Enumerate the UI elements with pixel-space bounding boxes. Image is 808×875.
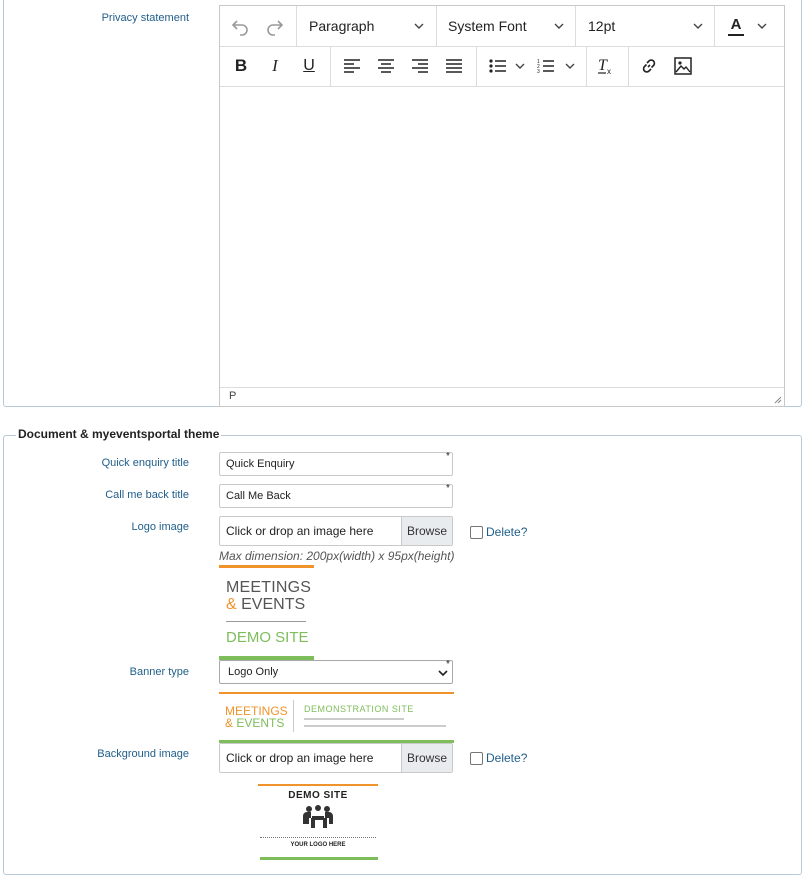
background-image-file-input[interactable]: [219, 743, 453, 773]
svg-text:T: T: [598, 57, 607, 74]
background-delete-checkbox[interactable]: [470, 752, 483, 765]
background-browse-button[interactable]: Browse: [401, 744, 452, 772]
chevron-down-icon: [413, 20, 425, 32]
banner-title: DEMONSTRATION SITE: [304, 704, 414, 714]
preview-orange-bar: [219, 565, 314, 568]
svg-text:x: x: [607, 67, 611, 75]
toolbar-separator: [330, 46, 331, 86]
editor-content-area[interactable]: [220, 87, 784, 388]
banner-text-meetings: MEETINGS: [225, 704, 288, 718]
toolbar-separator: [628, 46, 629, 86]
required-marker: *: [446, 483, 450, 494]
required-marker: *: [446, 451, 450, 462]
font-size-dropdown[interactable]: [576, 6, 714, 46]
italic-icon[interactable]: I: [272, 56, 278, 75]
editor-statusbar: [220, 387, 784, 406]
link-icon[interactable]: [633, 46, 665, 86]
chevron-down-icon[interactable]: [562, 46, 578, 86]
banner-type-select[interactable]: [219, 660, 453, 684]
logo-browse-button[interactable]: Browse: [401, 517, 452, 545]
privacy-statement-label: Privacy statement: [101, 12, 189, 24]
chevron-down-icon: [692, 20, 704, 32]
background-delete-label[interactable]: Delete?: [486, 751, 528, 765]
text-color-button[interactable]: [718, 6, 754, 46]
logo-text-events-line: [226, 596, 305, 614]
chevron-down-icon[interactable]: [512, 46, 528, 86]
toolbar-separator: [476, 46, 477, 86]
block-format-dropdown[interactable]: [297, 6, 436, 46]
element-path[interactable]: P: [229, 390, 237, 402]
align-right-icon[interactable]: [404, 46, 436, 86]
banner-type-value: Logo Only: [228, 666, 279, 678]
background-preview-footer: YOUR LOGO HERE: [290, 842, 346, 848]
font-family-dropdown[interactable]: [437, 6, 575, 46]
preview-orange-bar: [258, 784, 378, 786]
editor-toolbar-row-2: [220, 46, 784, 87]
toolbar-separator: [586, 46, 587, 86]
logo-preview: [219, 565, 314, 660]
text-color-icon: A: [730, 15, 742, 33]
rich-text-editor: [219, 5, 785, 407]
logo-delete-label[interactable]: Delete?: [486, 525, 528, 539]
banner-text-events: EVENTS: [236, 716, 285, 730]
background-preview-title: DEMO SITE: [288, 790, 348, 801]
numbered-list-icon[interactable]: [530, 46, 562, 86]
banner-divider: [293, 700, 294, 732]
logo-text-amp: &: [226, 596, 237, 613]
editor-toolbar-row-1: [220, 6, 784, 47]
preview-dotted-line: [260, 837, 376, 839]
preview-orange-bar: [219, 692, 454, 694]
text-color-swatch: [728, 34, 744, 36]
svg-text:3: 3: [537, 69, 540, 74]
preview-green-bar: [260, 857, 378, 860]
redo-icon[interactable]: [259, 6, 291, 46]
theme-legend: Document & myeventsportal theme: [18, 427, 220, 441]
align-left-icon[interactable]: [336, 46, 368, 86]
logo-dimension-hint: Max dimension: 200px(width) x 95px(height): [219, 549, 455, 563]
banner-address-line: [304, 718, 404, 720]
background-image-placeholder: Click or drop an image here: [226, 751, 374, 765]
svg-text:1: 1: [537, 59, 540, 65]
required-marker: *: [446, 659, 450, 670]
toolbar-separator: [714, 6, 715, 46]
banner-text-events-line: [225, 716, 284, 730]
logo-image-file-input[interactable]: [219, 516, 453, 546]
background-preview: [258, 784, 378, 862]
block-format-value: Paragraph: [309, 18, 375, 34]
logo-text-events: EVENTS: [241, 596, 306, 613]
image-icon[interactable]: [667, 46, 699, 86]
quick-enquiry-input[interactable]: Quick Enquiry: [219, 452, 453, 476]
logo-delete-checkbox[interactable]: [470, 526, 483, 539]
call-me-back-input[interactable]: Call Me Back: [219, 484, 453, 508]
logo-image-placeholder: Click or drop an image here: [226, 524, 374, 538]
resize-handle-icon[interactable]: [772, 394, 782, 404]
call-me-back-label: Call me back title: [105, 489, 189, 501]
underline-icon[interactable]: U: [303, 57, 315, 74]
banner-type-label: Banner type: [129, 666, 189, 678]
banner-preview: [219, 692, 454, 744]
align-justify-icon[interactable]: [438, 46, 470, 86]
banner-text-amp: &: [225, 716, 234, 730]
chevron-down-icon: [553, 20, 565, 32]
chevron-down-icon[interactable]: [752, 6, 772, 46]
meeting-people-icon: [300, 804, 336, 832]
logo-divider: [226, 621, 306, 622]
banner-contact-line: [304, 725, 446, 727]
bullet-list-icon[interactable]: [482, 46, 514, 86]
svg-text:2: 2: [537, 64, 540, 70]
undo-icon[interactable]: [224, 6, 256, 46]
font-size-value: 12pt: [588, 18, 616, 34]
clear-formatting-icon[interactable]: [590, 46, 622, 86]
background-image-label: Background image: [97, 748, 189, 760]
bold-icon[interactable]: B: [234, 56, 248, 75]
logo-text-meetings: MEETINGS: [226, 579, 312, 596]
logo-text-demo-site: DEMO SITE: [226, 629, 309, 646]
align-center-icon[interactable]: [370, 46, 402, 86]
font-family-value: System Font: [448, 18, 527, 34]
logo-image-label: Logo image: [131, 521, 189, 533]
quick-enquiry-label: Quick enquiry title: [101, 457, 189, 469]
